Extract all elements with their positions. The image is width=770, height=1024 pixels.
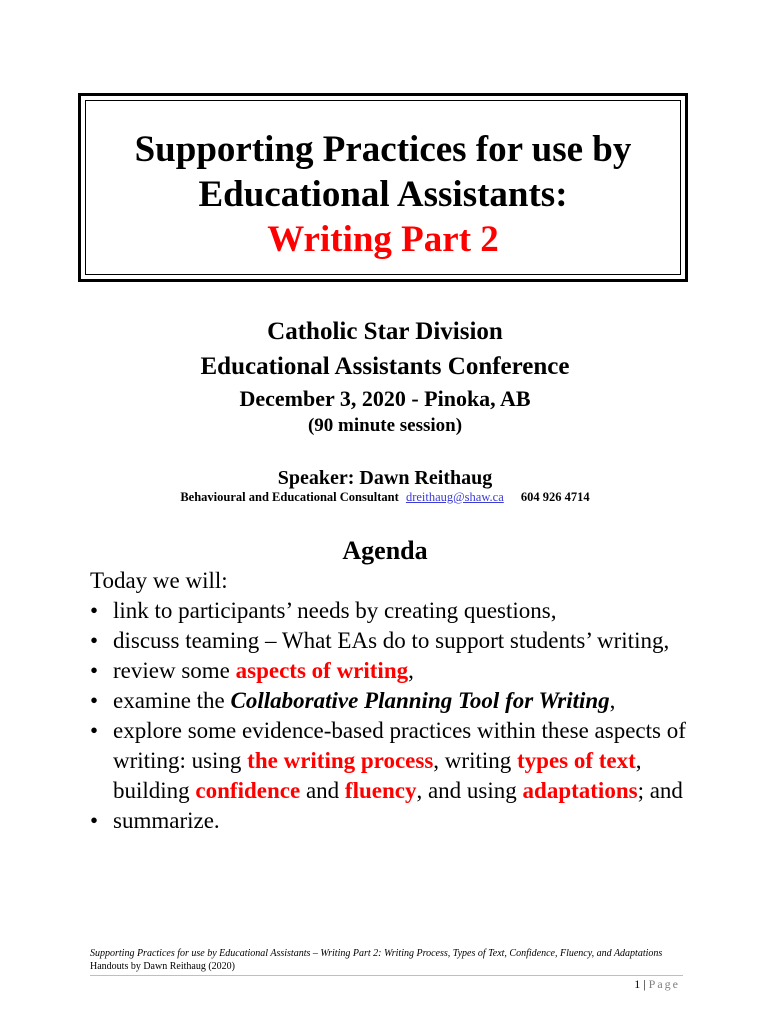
highlight-fluency: fluency [344,778,417,803]
bullet-icon: • [90,598,99,623]
title-line-1: Supporting Practices for use by [134,129,632,170]
speaker-role: Behavioural and Educational Consultant [180,490,399,504]
agenda-item-text: discuss teaming – What EAs do to support students’ writing, [113,628,670,653]
agenda-item-text: summarize. [113,808,220,833]
highlight-types-of-text: types of text [517,748,636,773]
footer-divider [90,975,683,976]
agenda-list [90,596,690,836]
conference-date-location: December 3, 2020 - Pinoka, AB [239,386,531,411]
agenda-item-text: , [609,688,616,713]
agenda-item-text: , and using [416,778,523,803]
speaker-line: Speaker: Dawn Reithaug [277,467,493,489]
bullet-icon: • [90,808,99,833]
bullet-icon: • [90,688,99,713]
agenda-item-text: link to participants’ needs by creating questions, [113,598,557,623]
title-line-2: Educational Assistants: [198,174,568,215]
agenda-item-text: ; and [637,778,683,803]
conference-session-length: (90 minute session) [307,415,463,436]
agenda-item [90,656,690,686]
page-number-value: 1 [634,977,641,991]
agenda-item-text: , writing [433,748,517,773]
speaker-phone: 604 926 4714 [520,490,590,504]
highlight-planning-tool: Collaborative Planning Tool for Writing [230,688,610,713]
agenda-item [90,596,690,626]
page-label: Page [648,977,680,991]
speaker-email-link[interactable]: dreithaug@shaw.ca [405,490,504,504]
highlight-writing-process: the writing process [247,748,434,773]
highlight-adaptations: adaptations [522,778,638,803]
agenda-heading: Agenda [342,536,428,565]
highlight-aspects-of-writing: aspects of writing [235,658,409,683]
bullet-icon: • [90,658,99,683]
bullet-icon: • [90,628,99,653]
speaker-contact [0,488,770,506]
agenda-item-text: review some [113,658,236,683]
agenda-item-text: , [408,658,414,683]
conference-event: Educational Assistants Conference [200,353,570,380]
document-title [81,127,685,262]
footer-document-title: Supporting Practices for use by Educational Assistants – Writing Part 2: Writing Process, Types of Text, Confidence, Fluency, and Adaptations [90,948,663,959]
conference-organization: Catholic Star Division [267,318,503,345]
agenda-item [90,626,690,656]
agenda-item-text: and [300,778,345,803]
page-number-separator: | [640,977,649,991]
agenda-item [90,686,690,716]
agenda-item-text: explore some evidence-based practices within these aspects of writing: using [113,718,686,773]
title-box [78,93,688,282]
agenda-item [90,716,690,806]
footer-credit: Handouts by Dawn Reithaug (2020) [90,961,235,972]
agenda-item-text: examine the [113,688,231,713]
page-number [634,976,680,992]
bullet-icon: • [90,718,99,743]
page-footer [90,947,690,973]
agenda-section [90,566,690,836]
agenda-intro: Today we will: [90,568,228,593]
agenda-item-text: , building [113,748,642,803]
agenda-item [90,806,690,836]
highlight-confidence: confidence [195,778,301,803]
title-line-3: Writing Part 2 [267,219,499,260]
